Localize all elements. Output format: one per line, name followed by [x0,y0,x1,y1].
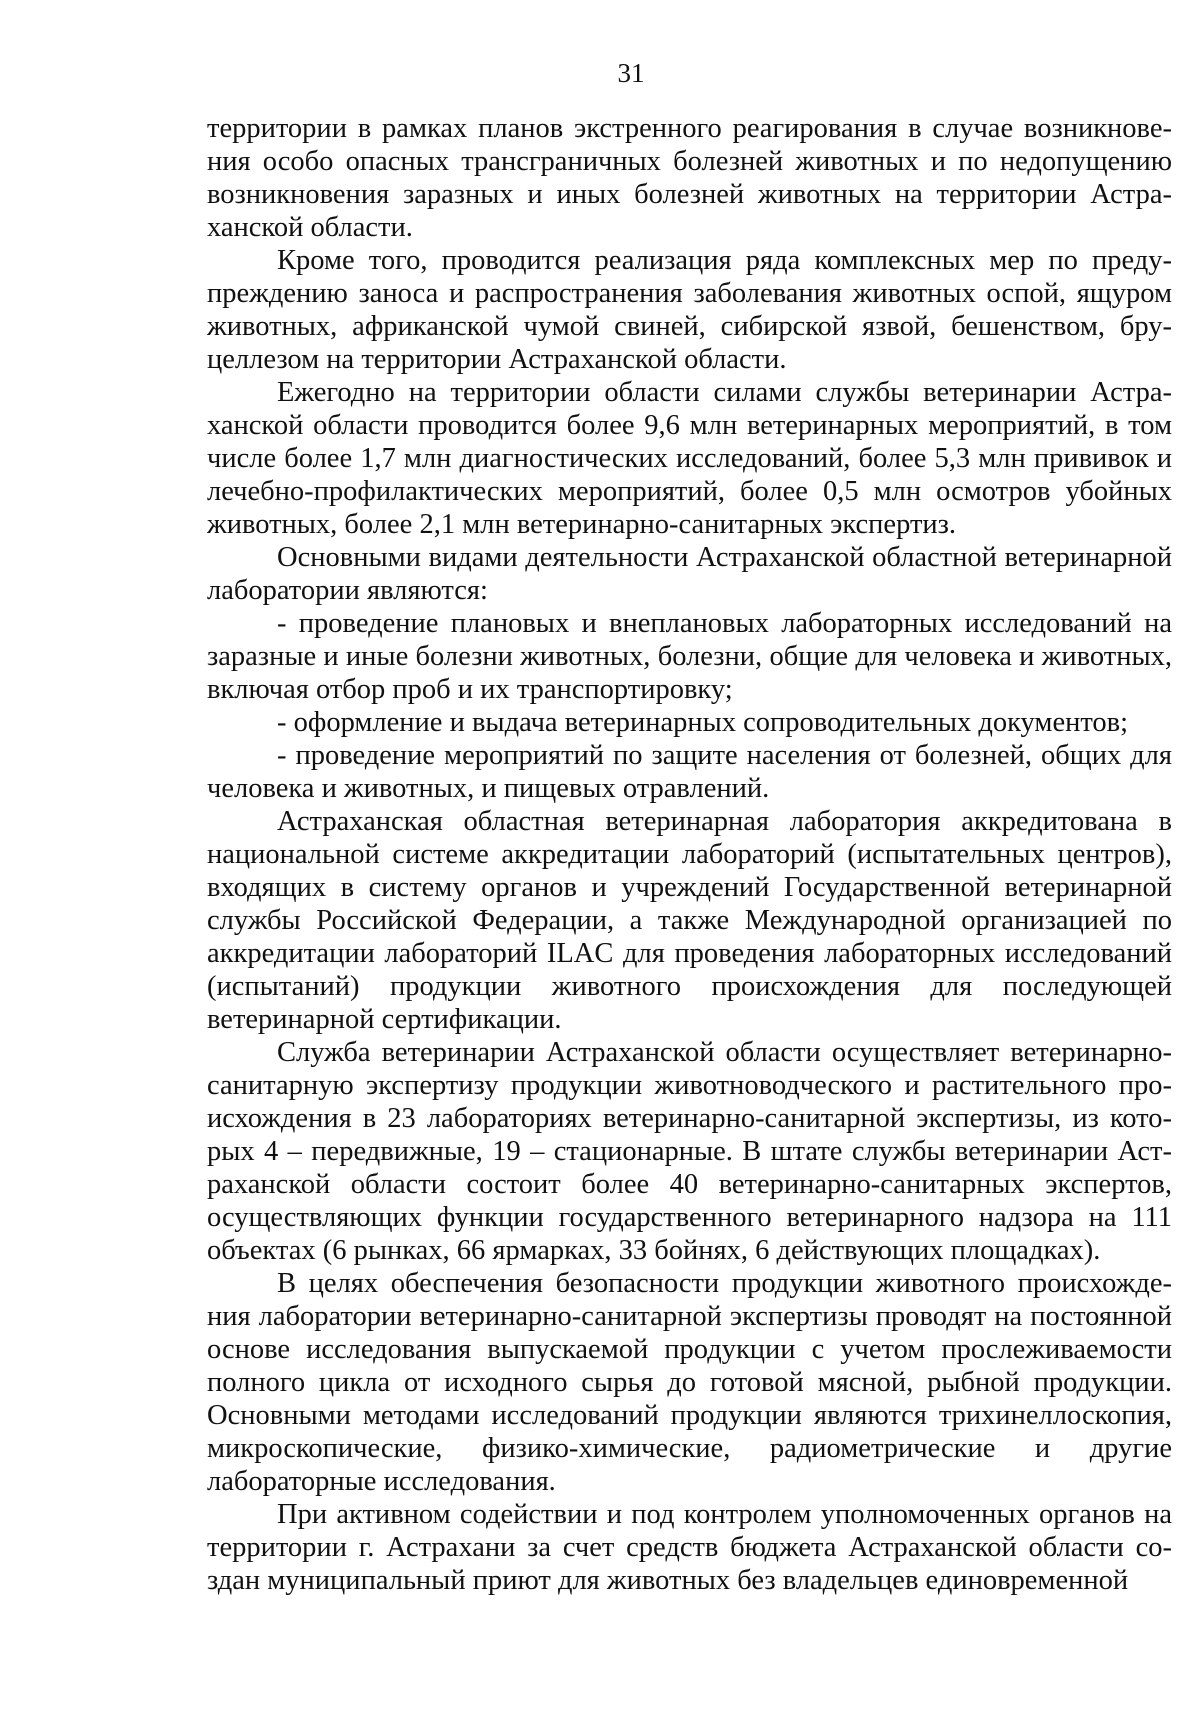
paragraph-sanitary-expertise: Служба ветеринарии Астраханской области осуществляет ветеринарно-санитарную экспертизу продукции животноводческого и растительного происхождения в 23 лабораториях ветеринарно-санитарной экспертизы, из которых 4 – передвижные, 19 – стационарные. В штате службы ветеринарии Астраханской области состоит более 40 ветеринарно-санитарных экспертов, осуществляющих функции государственного ветеринарного надзора на 111 объектах (6 рынках, 66 ярмарках, 33 бойнях, 6 действующих площадках). [207,1037,1172,1266]
paragraph-continuation: территории в рамках планов экстренного реагирования в случае возникновения особо опасных трансграничных болезней животных и по недопущению возникновения заразных и иных болезней животных на территории Астраханской области. [207,113,1172,243]
page-number: 31 [617,58,645,88]
list-item-lab-research: - проведение плановых и внеплановых лабораторных исследований на заразные и иные болезни животных, болезни, общие для человека и животных, включая отбор проб и их транспортировку; [207,608,1172,705]
paragraph-disease-prevention: Кроме того, проводится реализация ряда комплексных мер по предупреждению заноса и распространения заболевания животных оспой, ящуром животных, африканской чумой свиней, сибирской язвой, бешенством, бруцеллезом на территории Астраханской области. [207,245,1172,375]
paragraph-animal-shelter: При активном содействии и под контролем уполномоченных органов на территории г. Астрахани за счет средств бюджета Астраханской области создан муниципальный приют для животных без владельцев единовременной [207,1499,1172,1596]
list-item-population-protection: - проведение мероприятий по защите населения от болезней, общих для человека и животных, и пищевых отравлений. [207,740,1172,804]
paragraph-lab-activities-intro: Основными видами деятельности Астраханской областной ветеринарной лаборатории являются: [207,542,1172,606]
document-body [207,112,1172,1597]
list-item-documents: - оформление и выдача ветеринарных сопроводительных документов; [277,707,1129,738]
paragraph-product-safety: В целях обеспечения безопасности продукции животного происхождения лаборатории ветеринарно-санитарной экспертизы проводят на постоянной основе исследования выпускаемой продукции с учетом прослеживаемости полного цикла от исходного сырья до готовой мясной, рыбной продукции. Основными методами исследований продукции являются трихинеллоскопия, микроскопические, физико-химические, радиометрические и другие лабораторные исследования. [207,1268,1172,1497]
paragraph-lab-accreditation: Астраханская областная ветеринарная лаборатория аккредитована в национальной системе аккредитации лабораторий (испытательных центров), входящих в систему органов и учреждений Государственной ветеринарной службы Российской Федерации, а также Международной организацией по аккредитации лабораторий ILAC для проведения лабораторных исследований (испытаний) продукции животного происхождения для последующей ветеринарной сертификации. [207,806,1172,1035]
paragraph-annual-measures: Ежегодно на территории области силами службы ветеринарии Астраханской области проводится более 9,6 млн ветеринарных мероприятий, в том числе более 1,7 млн диагностических исследований, более 5,3 млн прививок и лечебно-профилактических мероприятий, более 0,5 млн осмотров убойных животных, более 2,1 млн ветеринарно-санитарных экспертиз. [207,377,1172,540]
